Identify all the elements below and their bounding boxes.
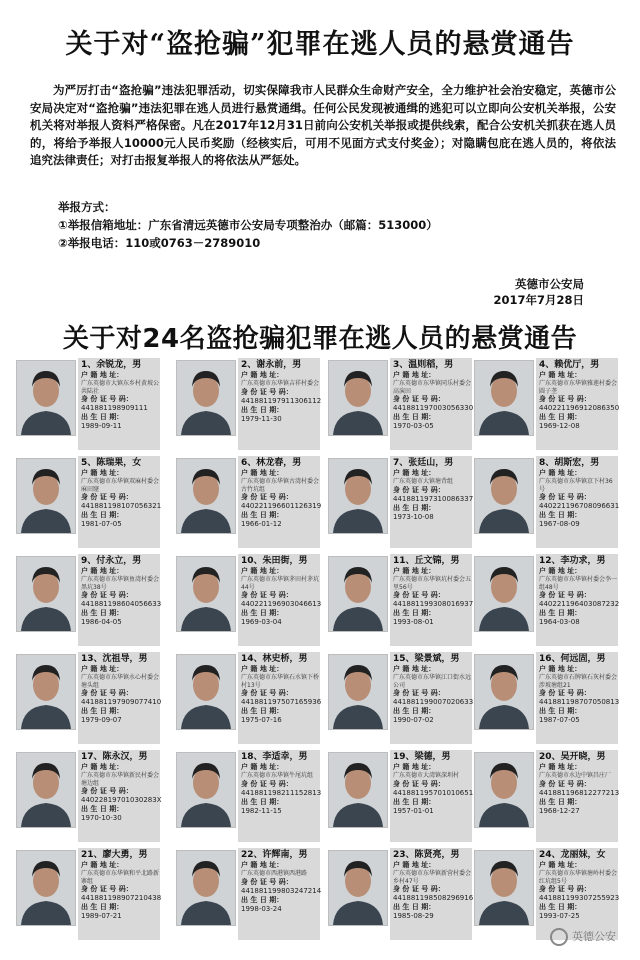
portrait-photo (328, 556, 388, 632)
person-silhouette-icon (329, 459, 387, 533)
person-id: 441881198707050813 (539, 698, 620, 706)
dob-label: 出 生 日 期： (81, 413, 124, 421)
person-info (536, 456, 618, 548)
person-id: 44022819701030283X (81, 796, 162, 804)
person-address: 广东英德市东华镇水心村委会塘头组 (81, 674, 160, 689)
person-address: 广东英德市东华镇京下村36号 (539, 478, 613, 493)
person-address: 广东英德市东华镇雅莲村委会圆子垄 (539, 380, 618, 395)
person-id: 440221196403087232 (539, 600, 620, 608)
person-id: 441881199307255923 (539, 894, 620, 902)
signature-block (493, 276, 584, 308)
person-address: 广东英德市石牌镇石灰村委会涉坡塘组21 (539, 674, 618, 689)
person-address: 广东英德市水边中镇昌庄厂 (539, 772, 612, 779)
person-address: 广东英德市东华镇同乐村委会高演田 (393, 380, 472, 395)
person-silhouette-icon (17, 851, 75, 925)
person-silhouette-icon (329, 851, 387, 925)
wanted-card (176, 846, 321, 944)
person-address: 广东英德市西港镇西港路 (241, 870, 308, 877)
address-label: 户 籍 地 址： (539, 665, 582, 673)
person-dob: 1979-11-30 (241, 414, 282, 423)
person-info (536, 652, 618, 744)
dob-label: 出 生 日 期： (393, 413, 436, 421)
id-label: 身 份 证 号 码： (241, 779, 293, 788)
wanted-card (328, 552, 473, 650)
person-dob: 1957-01-01 (393, 806, 434, 815)
person-address: 广东英德市东华镇新营村委会乡村47号 (393, 870, 472, 885)
person-dob: 1987-07-05 (539, 716, 580, 724)
person-name: 13、沈祖导，男 (81, 654, 148, 664)
person-name: 19、梁德，男 (393, 752, 451, 762)
wanted-card (176, 454, 321, 552)
id-label: 身 份 证 号 码： (81, 689, 133, 697)
address-label: 户 籍 地 址： (241, 861, 284, 869)
person-info (238, 652, 320, 744)
person-silhouette-icon (17, 557, 75, 631)
id-label: 身 份 证 号 码： (539, 395, 591, 403)
person-name: 3、温则稻，男 (393, 360, 454, 370)
report-heading: 举报方式： (58, 200, 116, 214)
person-address: 广东英德市东华镇双麻村委会麻田窿 (81, 478, 160, 493)
list-title: 关于对24名盗抢骗犯罪在逃人员的悬赏通告 (62, 324, 578, 354)
wanted-card (16, 748, 161, 846)
person-dob: 1973-10-08 (393, 512, 434, 521)
notice-title: 关于对“盗抢骗”犯罪在逃人员的悬赏通告 (65, 29, 575, 60)
portrait-photo (16, 752, 76, 828)
person-silhouette-icon (475, 459, 533, 533)
person-address: 广东英德市东华镇新民村委会塘边组 (81, 772, 160, 787)
dob-label: 出 生 日 期： (81, 707, 124, 715)
address-label: 户 籍 地 址： (81, 763, 124, 771)
person-info (390, 750, 472, 842)
dob-label: 出 生 日 期： (539, 413, 582, 421)
wanted-grid (16, 356, 632, 944)
person-id: 441881198508296916 (393, 894, 474, 902)
person-silhouette-icon (177, 851, 235, 925)
person-info (390, 358, 472, 450)
person-silhouette-icon (177, 557, 235, 631)
person-dob: 1985-08-29 (393, 912, 434, 920)
person-silhouette-icon (177, 459, 235, 533)
report-phone: ②举报电话：110或0763－2789010 (58, 236, 261, 250)
wanted-card (176, 356, 321, 454)
person-id: 441881197310086337 (393, 494, 474, 503)
person-silhouette-icon (475, 361, 533, 435)
person-id: 441881198107056321 (81, 502, 162, 510)
person-dob: 1970-03-05 (393, 422, 434, 430)
portrait-photo (474, 458, 534, 534)
id-label: 身 份 证 号 码： (393, 779, 445, 788)
person-silhouette-icon (17, 753, 75, 827)
address-label: 户 籍 地 址： (393, 763, 436, 771)
person-address: 广东英德市大湾镇深圳村 (393, 772, 460, 779)
person-info (390, 456, 472, 548)
watermark (550, 928, 616, 946)
id-label: 身 份 证 号 码： (241, 387, 293, 396)
id-label: 身 份 证 号 码： (393, 885, 445, 893)
dob-label: 出 生 日 期： (241, 895, 284, 904)
person-name: 10、朱田街，男 (241, 556, 308, 566)
portrait-photo (16, 360, 76, 436)
wanted-card (474, 454, 619, 552)
person-dob: 1989-09-11 (81, 422, 122, 430)
id-label: 身 份 证 号 码： (539, 689, 591, 697)
portrait-photo (176, 458, 236, 534)
person-info (536, 750, 618, 842)
address-label: 户 籍 地 址： (81, 861, 124, 869)
address-label: 户 籍 地 址： (393, 861, 436, 869)
person-silhouette-icon (177, 753, 235, 827)
portrait-photo (176, 850, 236, 926)
dob-label: 出 生 日 期： (393, 797, 436, 806)
address-label: 户 籍 地 址： (81, 371, 124, 379)
address-label: 户 籍 地 址： (241, 469, 284, 477)
person-dob: 1981-07-05 (81, 520, 122, 528)
wanted-card (474, 748, 619, 846)
wanted-card (328, 846, 473, 944)
id-label: 身 份 证 号 码： (241, 689, 293, 697)
portrait-photo (474, 360, 534, 436)
person-info (390, 652, 472, 744)
person-name: 24、龙丽妹，女 (539, 850, 606, 860)
person-name: 8、胡斯宏，男 (539, 458, 600, 468)
dob-label: 出 生 日 期： (539, 903, 582, 911)
person-silhouette-icon (17, 655, 75, 729)
dob-label: 出 生 日 期： (539, 609, 582, 617)
id-label: 身 份 证 号 码： (539, 493, 591, 501)
person-info (390, 554, 472, 646)
person-id: 441881195701010651 (393, 788, 474, 797)
address-label: 户 籍 地 址： (539, 567, 582, 575)
wanted-card (474, 650, 619, 748)
wanted-card (16, 356, 161, 454)
address-label: 户 籍 地 址： (393, 469, 436, 477)
person-dob: 1969-12-08 (539, 422, 580, 430)
person-name: 7、张廷山，男 (393, 458, 454, 468)
person-address: 广东英德市东华镇坑村委会五里56号 (393, 576, 472, 591)
wanted-card (16, 846, 161, 944)
person-info (238, 750, 320, 842)
portrait-photo (176, 752, 236, 828)
person-address: 广东英德市东华镇茅田村茅坑44号 (241, 576, 320, 591)
wanted-card (474, 356, 619, 454)
person-info (78, 750, 160, 842)
person-dob: 1998-03-24 (241, 904, 282, 913)
address-label: 户 籍 地 址： (539, 371, 582, 379)
wanted-card (328, 650, 473, 748)
person-id: 440221196912086350 (539, 404, 620, 412)
portrait-photo (16, 556, 76, 632)
portrait-photo (176, 360, 236, 436)
person-id: 441881196812277213 (539, 788, 620, 797)
id-label: 身 份 证 号 码： (539, 591, 591, 599)
wanted-card (16, 650, 161, 748)
person-silhouette-icon (475, 655, 533, 729)
portrait-photo (176, 654, 236, 730)
person-id: 441881199308016937 (393, 600, 474, 608)
person-info (78, 456, 160, 548)
id-label: 身 份 证 号 码： (393, 395, 445, 403)
person-id: 441881198909111 (81, 404, 148, 412)
person-info (78, 554, 160, 646)
id-label: 身 份 证 号 码： (81, 591, 133, 599)
report-methods (58, 198, 438, 252)
person-address: 广东英德市大镇东乡村黄坡公共陆社 (81, 380, 160, 395)
person-address: 广东英德市东华镇吉祥村委会 (241, 380, 320, 387)
portrait-photo (328, 752, 388, 828)
person-dob: 1970-10-30 (81, 814, 122, 822)
wanted-card (328, 356, 473, 454)
wanted-card (328, 748, 473, 846)
watermark-text: 英德公安 (572, 930, 616, 943)
person-name: 20、吴开晓，男 (539, 752, 606, 762)
id-label: 身 份 证 号 码： (81, 885, 133, 893)
person-address: 广东英德市东华镇石水镇下桥村13号 (241, 674, 320, 689)
person-id: 441881197507165936 (241, 698, 322, 706)
person-name: 2、谢永前，男 (241, 360, 302, 370)
id-label: 身 份 证 号 码： (241, 877, 293, 886)
person-dob: 1964-03-08 (539, 618, 580, 626)
portrait-photo (474, 556, 534, 632)
person-silhouette-icon (475, 557, 533, 631)
address-label: 户 籍 地 址： (81, 567, 124, 575)
person-name: 16、何远固，男 (539, 654, 606, 664)
signer: 英德市公安局 (515, 277, 584, 291)
address-label: 户 籍 地 址： (241, 567, 284, 575)
wanted-card (16, 552, 161, 650)
dob-label: 出 生 日 期： (539, 797, 582, 806)
person-silhouette-icon (329, 361, 387, 435)
dob-label: 出 生 日 期： (241, 797, 284, 806)
person-silhouette-icon (17, 459, 75, 533)
person-info (238, 358, 320, 450)
wanted-card (16, 454, 161, 552)
address-label: 户 籍 地 址： (539, 469, 582, 477)
id-label: 身 份 证 号 码： (393, 485, 445, 494)
address-label: 户 籍 地 址： (241, 665, 284, 673)
person-info (238, 848, 320, 940)
person-info (536, 554, 618, 646)
person-dob: 1993-08-01 (393, 618, 434, 626)
person-id: 440221196708096631 (539, 502, 620, 510)
portrait-photo (474, 850, 534, 926)
person-dob: 1982-11-15 (241, 806, 282, 815)
person-name: 12、李功求，男 (539, 556, 606, 566)
person-id: 441881197911306112 (241, 396, 322, 405)
person-address: 广东英德市大镇塘背组 (393, 478, 454, 485)
person-dob: 1968-12-27 (539, 806, 580, 815)
person-silhouette-icon (177, 361, 235, 435)
address-label: 户 籍 地 址： (81, 469, 124, 477)
address-label: 户 籍 地 址： (241, 763, 284, 771)
wechat-logo-icon (550, 928, 568, 946)
notice-body: 为严厉打击“盗抢骗”违法犯罪活动，切实保障我市人民群众生命财产安全，全力维护社会治安稳定，英德市公安局决定对“盗抢骗”违法犯罪在逃人员进行悬赏通缉。任何公民发现被通缉的逃犯可以立即向公安机关举报，公安机关将对举报人资料严格保密。凡在2017年12月31日前向公安机关举报或提供线索，配合公安机关抓获在逃人员的，将给予举报人10000元人民币奖励（经核实后，可用不见面方式支付奖金）；对隐瞒包庇在逃人员的，将依法追究法律责任；对打击报复举报人的将依法从严惩处。 (30, 83, 616, 167)
portrait-photo (16, 458, 76, 534)
id-label: 身 份 证 号 码： (539, 779, 591, 788)
portrait-photo (16, 654, 76, 730)
wanted-card (176, 552, 321, 650)
dob-label: 出 生 日 期： (241, 609, 284, 617)
person-silhouette-icon (475, 753, 533, 827)
address-label: 户 籍 地 址： (393, 371, 436, 379)
dob-label: 出 生 日 期： (241, 511, 284, 519)
person-name: 21、廖大勇，男 (81, 850, 148, 860)
person-silhouette-icon (329, 655, 387, 729)
person-silhouette-icon (17, 361, 75, 435)
person-info (390, 848, 472, 940)
person-info (78, 848, 160, 940)
id-label: 身 份 证 号 码： (81, 493, 133, 501)
person-id: 440221196903046613 (241, 600, 322, 608)
person-id: 441881199803247214 (241, 886, 322, 895)
person-name: 6、林龙春，男 (241, 458, 302, 468)
dob-label: 出 生 日 期： (393, 707, 436, 715)
person-silhouette-icon (329, 557, 387, 631)
portrait-photo (16, 850, 76, 926)
person-id: 441881199007020633 (393, 698, 474, 706)
person-dob: 1975-07-16 (241, 716, 282, 724)
dob-label: 出 生 日 期： (81, 511, 124, 519)
wanted-card (176, 748, 321, 846)
person-id: 441881197003056330 (393, 404, 474, 412)
person-name: 4、赖优厅，男 (539, 360, 600, 370)
dob-label: 出 生 日 期： (241, 707, 284, 715)
person-info (78, 358, 160, 450)
wanted-card (474, 552, 619, 650)
portrait-photo (328, 850, 388, 926)
person-address: 广东英德市东华镇村委会李一组48号 (539, 576, 618, 591)
person-name: 22、许辉南，男 (241, 850, 308, 860)
dob-label: 出 生 日 期： (81, 609, 124, 617)
portrait-photo (474, 752, 534, 828)
dob-label: 出 生 日 期： (393, 903, 436, 911)
person-name: 1、余锐龙，男 (81, 360, 142, 370)
person-dob: 1990-07-02 (393, 716, 434, 724)
address-label: 户 籍 地 址： (241, 371, 284, 379)
portrait-photo (328, 458, 388, 534)
person-id: 440221196601126319 (241, 502, 322, 510)
person-name: 15、梁景斌，男 (393, 654, 460, 664)
person-silhouette-icon (177, 655, 235, 729)
person-dob: 1989-07-21 (81, 912, 122, 920)
address-label: 户 籍 地 址： (539, 763, 582, 771)
person-address: 广东英德市东华镇鱼湾村委会黑坑38号 (81, 576, 160, 591)
person-id: 441881198907210438 (81, 894, 162, 902)
person-info (78, 652, 160, 744)
person-address: 广东英德市东华镇古湾村委会古竹坑组 (241, 478, 320, 493)
person-dob: 1969-03-04 (241, 618, 282, 626)
id-label: 身 份 证 号 码： (241, 591, 293, 599)
person-address: 广东英德市东华镇塘岭村委会红坑组5号 (539, 870, 618, 885)
person-id: 441881198211152813 (241, 788, 322, 797)
id-label: 身 份 证 号 码： (81, 787, 133, 795)
id-label: 身 份 证 号 码： (393, 591, 445, 599)
person-name: 18、李适幸，男 (241, 752, 308, 762)
person-name: 23、陈贤亮，男 (393, 850, 460, 860)
dob-label: 出 生 日 期： (81, 805, 124, 813)
person-dob: 1986-04-05 (81, 618, 122, 626)
person-id: 441881198604056633 (81, 600, 162, 608)
dob-label: 出 生 日 期： (539, 707, 582, 715)
person-silhouette-icon (475, 851, 533, 925)
dob-label: 出 生 日 期： (393, 503, 436, 512)
person-info (536, 358, 618, 450)
person-name: 14、林史桥，男 (241, 654, 308, 664)
id-label: 身 份 证 号 码： (81, 395, 133, 403)
person-name: 17、陈永汉，男 (81, 752, 148, 762)
person-name: 11、丘文锦，男 (393, 556, 460, 566)
address-label: 户 籍 地 址： (81, 665, 124, 673)
portrait-photo (474, 654, 534, 730)
wanted-card (176, 650, 321, 748)
id-label: 身 份 证 号 码： (241, 493, 293, 501)
wanted-card (328, 454, 473, 552)
dob-label: 出 生 日 期： (539, 511, 582, 519)
person-info (238, 456, 320, 548)
notice-date: 2017年7月28日 (493, 293, 584, 307)
person-id: 441881197909077410 (81, 698, 162, 706)
person-dob: 1967-08-09 (539, 520, 580, 528)
portrait-photo (328, 654, 388, 730)
address-label: 户 籍 地 址： (393, 567, 436, 575)
person-dob: 1979-09-07 (81, 716, 122, 724)
id-label: 身 份 证 号 码： (393, 689, 445, 697)
person-address: 广东英德市东华镇牛尾坑组 (241, 772, 314, 779)
report-mail: ①举报信箱地址：广东省清远英德市公安局专项整治办（邮篇：513000） (58, 218, 438, 232)
person-address: 广东英德市东华镇和平北路新寨组 (81, 870, 160, 885)
dob-label: 出 生 日 期： (81, 903, 124, 911)
person-info (238, 554, 320, 646)
person-name: 5、陈瑞果，女 (81, 458, 142, 468)
address-label: 户 籍 地 址： (539, 861, 582, 869)
person-info (536, 848, 618, 940)
person-name: 9、付永立，男 (81, 556, 142, 566)
person-dob: 1966-01-12 (241, 520, 282, 528)
id-label: 身 份 证 号 码： (539, 885, 591, 893)
person-address: 广东英德市东华镇江口街水远公司 (393, 674, 472, 689)
address-label: 户 籍 地 址： (393, 665, 436, 673)
person-silhouette-icon (329, 753, 387, 827)
person-dob: 1993-07-25 (539, 912, 580, 920)
dob-label: 出 生 日 期： (241, 405, 284, 414)
portrait-photo (176, 556, 236, 632)
portrait-photo (328, 360, 388, 436)
dob-label: 出 生 日 期： (393, 609, 436, 617)
